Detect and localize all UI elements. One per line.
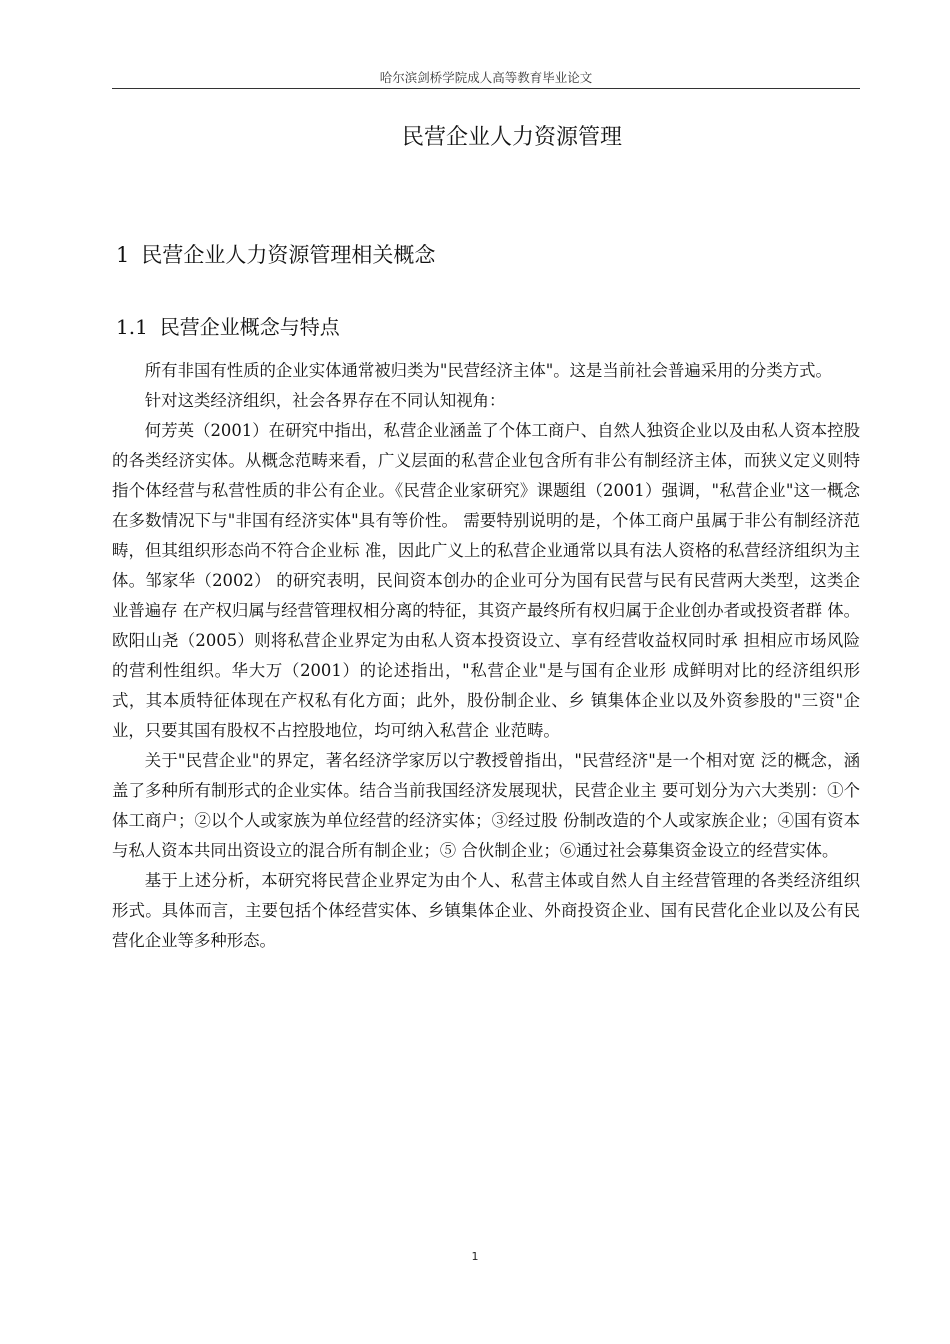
section-heading-1 <box>116 238 435 272</box>
document-title: 民营企业人力资源管理 <box>401 125 622 150</box>
page-number: 1 <box>471 1250 479 1263</box>
subsection-heading-1-1 <box>116 311 340 343</box>
paragraph-intro: 所有非国有性质的企业实体通常被归类为"民营经济主体"。这是当前社会普遍采用的分类方式。 <box>144 361 832 380</box>
header-divider <box>112 88 860 89</box>
paragraph-perspectives: 针对这类经济组织，社会各界存在不同认知视角： <box>144 391 506 410</box>
section-number: 1 <box>116 243 130 267</box>
paragraph-definition-categories: 关于"民营企业"的界定，著名经济学家厉以宁教授曾指出，"民营经济"是一个相对宽 泛的概念，涵盖了多种所有制形式的企业实体。结合当前我国经济发展现状，民营企业主 要可划分为六大类别：①个体工商户；②以个人或家族为单位经营的经济实体；③经过股 份制改造的个人或家族企业；④国有资本与私人资本共同出资设立的混合所有制企业；⑤ 合伙制企业；⑥通过社会募集资金设立的经营实体。 <box>112 751 860 860</box>
subsection-title: 民营企业概念与特点 <box>159 315 340 339</box>
subsection-number: 1.1 <box>116 315 148 339</box>
body-text <box>112 356 860 956</box>
running-header: 哈尔滨剑桥学院成人高等教育毕业论文 <box>379 70 593 85</box>
paragraph-conclusion: 基于上述分析，本研究将民营企业界定为由个人、私营主体或自然人自主经营管理的各类经济组织形式。具体而言，主要包括个体经营实体、乡镇集体企业、外商投资企业、国有民营化企业以及公有民营化企业等多种形态。 <box>112 871 860 950</box>
section-title: 民营企业人力资源管理相关概念 <box>141 243 436 267</box>
paragraph-literature-review: 何芳英（2001）在研究中指出，私营企业涵盖了个体工商户、自然人独资企业以及由私人资本控股的各类经济实体。从概念范畴来看，广义层面的私营企业包含所有非公有制经济主体，而狭义定义则特指个体经营与私营性质的非公有企业。《民营企业家研究》课题组（2001）强调，"私营企业"这一概念在多数情况下与"非国有经济实体"具有等价性。 需要特别说明的是，个体工商户虽属于非公有制经济范畴，但其组织形态尚不符合企业标 准，因此广义上的私营企业通常以具有法人资格的私营经济组织为主体。邹家华（2002） 的研究表明，民间资本创办的企业可分为国有民营与民有民营两大类型，这类企业普遍存 在产权归属与经营管理权相分离的特征，其资产最终所有权归属于企业创办者或投资者群 体。欧阳山尧（2005）则将私营企业界定为由私人资本投资设立、享有经营收益权同时承 担相应市场风险的营利性组织。华大万（2001）的论述指出，"私营企业"是与国有企业形 成鲜明对比的经济组织形式，其本质特征体现在产权私有化方面；此外，股份制企业、乡 镇集体企业以及外资参股的"三资"企业，只要其国有股权不占控股地位，均可纳入私营企 业范畴。 <box>112 421 860 740</box>
